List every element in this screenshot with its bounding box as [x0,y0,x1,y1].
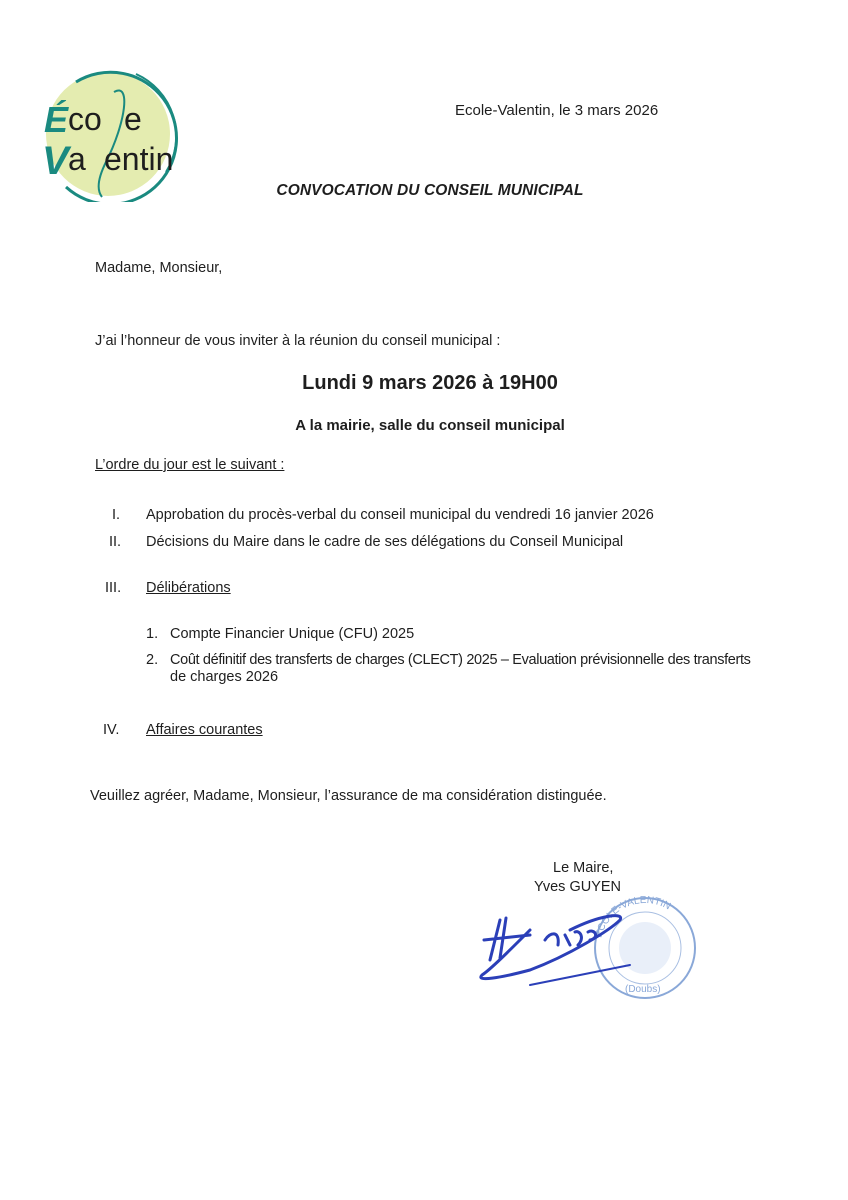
agenda-item: Délibérations [146,580,231,596]
agenda-numeral: IV. [103,722,120,738]
subitem: Coût définitif des transferts de charges (CLECT) 2025 – Evaluation prévisionnelle des transferts [170,652,751,668]
signatory-name: Yves GUYEN [534,879,622,895]
agenda-numeral: III. [105,580,122,596]
agenda-heading: L’ordre du jour est le suivant : [95,457,285,473]
closing-formula: Veuillez agréer, Madame, Monsieur, l’assurance de ma considération distinguée. [90,788,607,804]
meeting-location: A la mairie, salle du conseil municipal [295,417,565,434]
signatory-title: Le Maire, [553,860,614,876]
agenda-numeral: II. [109,534,122,550]
svg-text:ECOLE-VALENTIN: ECOLE-VALENTIN [593,894,673,939]
intro-text: J’ai l’honneur de vous inviter à la réunion du conseil municipal : [95,333,501,349]
logo-text-line1: co [68,101,102,137]
svg-text:(Doubs): (Doubs) [625,984,661,995]
meeting-datetime: Lundi 9 mars 2026 à 19H00 [302,372,558,394]
signature-and-stamp [470,890,710,1010]
agenda-numeral: I. [112,507,121,523]
svg-text:V: V [42,139,69,183]
subitem-numeral: 1. [146,626,159,642]
logo-text-line2: a [68,141,86,177]
agenda-item: Décisions du Maire dans le cadre de ses délégations du Conseil Municipal [146,534,624,550]
logo-e-letter: É [44,99,69,140]
official-stamp-icon [593,895,695,998]
agenda-item: Affaires courantes [146,722,263,738]
subitem-continuation: de charges 2026 [170,669,279,685]
salutation: Madame, Monsieur, [95,260,223,276]
subitem-numeral: 2. [146,652,159,668]
document-title: CONVOCATION DU CONSEIL MUNICIPAL [276,182,584,199]
place-date: Ecole-Valentin, le 3 mars 2026 [455,102,659,119]
agenda-item: Approbation du procès-verbal du conseil municipal du vendredi 16 janvier 2026 [146,507,654,523]
svg-text:e: e [124,101,142,137]
subitem: Compte Financier Unique (CFU) 2025 [170,626,415,642]
svg-text:entin: entin [104,141,174,177]
municipality-logo [36,62,186,202]
